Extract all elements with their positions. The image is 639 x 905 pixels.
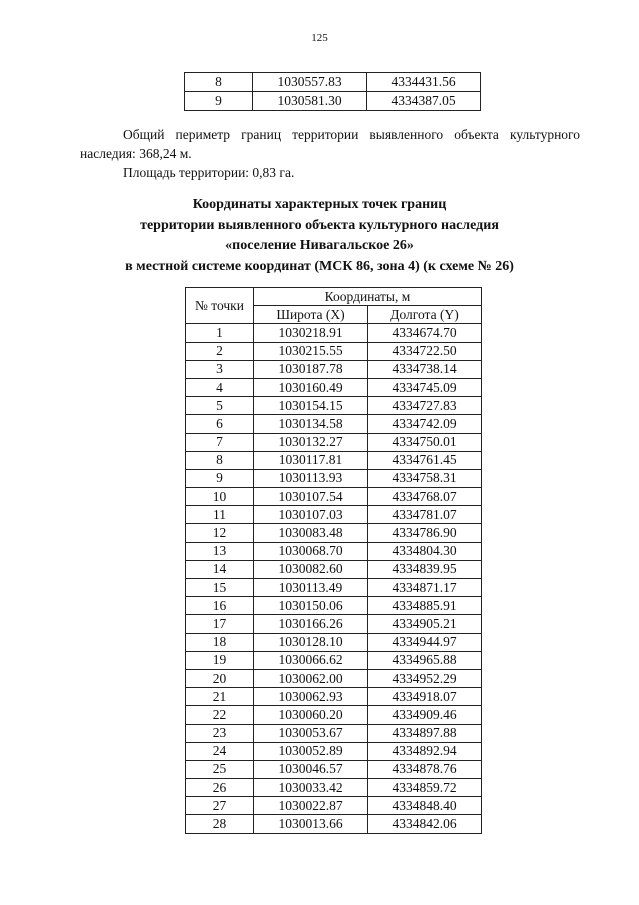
point-number-cell: 6 — [186, 415, 254, 433]
latitude-x-cell: 1030581.30 — [253, 92, 367, 111]
point-number-cell: 20 — [186, 669, 254, 687]
table-row — [186, 651, 482, 669]
continued-coordinates-table — [184, 72, 481, 111]
latitude-x-cell: 1030107.03 — [254, 506, 368, 524]
table-row — [186, 415, 482, 433]
point-number-cell: 23 — [186, 724, 254, 742]
latitude-x-cell: 1030557.83 — [253, 73, 367, 92]
point-number-cell: 9 — [185, 92, 253, 111]
longitude-y-cell: 4334761.45 — [368, 451, 482, 469]
latitude-x-cell: 1030218.91 — [254, 324, 368, 342]
latitude-x-cell: 1030150.06 — [254, 597, 368, 615]
header-longitude-y: Долгота (Y) — [368, 306, 482, 324]
point-number-cell: 4 — [186, 378, 254, 396]
table-row — [186, 469, 482, 487]
longitude-y-cell: 4334781.07 — [368, 506, 482, 524]
continued-coordinates-body — [185, 73, 481, 111]
latitude-x-cell: 1030117.81 — [254, 451, 368, 469]
longitude-y-cell: 4334842.06 — [368, 815, 482, 833]
latitude-x-cell: 1030134.58 — [254, 415, 368, 433]
point-number-cell: 14 — [186, 560, 254, 578]
table-row — [186, 633, 482, 651]
heading-line-4: в местной системе координат (МСК 86, зона 4) (к схеме № 26) — [125, 258, 514, 274]
longitude-y-cell: 4334878.76 — [368, 760, 482, 778]
point-number-cell: 22 — [186, 706, 254, 724]
latitude-x-cell: 1030053.67 — [254, 724, 368, 742]
header-coordinates: Координаты, м — [254, 288, 482, 306]
latitude-x-cell: 1030154.15 — [254, 397, 368, 415]
header-point-number: № точки — [186, 288, 254, 324]
point-number-cell: 13 — [186, 542, 254, 560]
longitude-y-cell: 4334738.14 — [368, 360, 482, 378]
longitude-y-cell: 4334758.31 — [368, 469, 482, 487]
point-number-cell: 26 — [186, 779, 254, 797]
longitude-y-cell: 4334387.05 — [367, 92, 481, 111]
table-row — [186, 560, 482, 578]
table-row — [186, 451, 482, 469]
table-row — [186, 360, 482, 378]
point-number-cell: 5 — [186, 397, 254, 415]
point-number-cell: 28 — [186, 815, 254, 833]
table-row — [186, 378, 482, 396]
point-number-cell: 27 — [186, 797, 254, 815]
table-row — [186, 760, 482, 778]
latitude-x-cell: 1030082.60 — [254, 560, 368, 578]
table-row — [186, 706, 482, 724]
latitude-x-cell: 1030068.70 — [254, 542, 368, 560]
longitude-y-cell: 4334750.01 — [368, 433, 482, 451]
point-number-cell: 11 — [186, 506, 254, 524]
latitude-x-cell: 1030113.93 — [254, 469, 368, 487]
table-row — [186, 669, 482, 687]
table-row — [186, 815, 482, 833]
point-number-cell: 24 — [186, 742, 254, 760]
point-number-cell: 9 — [186, 469, 254, 487]
point-number-cell: 10 — [186, 488, 254, 506]
table-row — [186, 597, 482, 615]
latitude-x-cell: 1030062.93 — [254, 688, 368, 706]
table-row — [185, 73, 481, 92]
latitude-x-cell: 1030113.49 — [254, 579, 368, 597]
longitude-y-cell: 4334786.90 — [368, 524, 482, 542]
longitude-y-cell: 4334745.09 — [368, 378, 482, 396]
perimeter-block — [80, 125, 580, 182]
point-number-cell: 17 — [186, 615, 254, 633]
latitude-x-cell: 1030046.57 — [254, 760, 368, 778]
point-number-cell: 3 — [186, 360, 254, 378]
latitude-x-cell: 1030215.55 — [254, 342, 368, 360]
longitude-y-cell: 4334944.97 — [368, 633, 482, 651]
latitude-x-cell: 1030107.54 — [254, 488, 368, 506]
point-number-cell: 18 — [186, 633, 254, 651]
section-heading — [0, 195, 639, 277]
heading-line-2: территории выявленного объекта культурного наследия — [140, 217, 499, 233]
point-number-cell: 19 — [186, 651, 254, 669]
point-number-cell: 15 — [186, 579, 254, 597]
longitude-y-cell: 4334909.46 — [368, 706, 482, 724]
longitude-y-cell: 4334905.21 — [368, 615, 482, 633]
latitude-x-cell: 1030062.00 — [254, 669, 368, 687]
table-row — [186, 615, 482, 633]
table-row — [186, 488, 482, 506]
table-row — [186, 797, 482, 815]
longitude-y-cell: 4334839.95 — [368, 560, 482, 578]
latitude-x-cell: 1030013.66 — [254, 815, 368, 833]
latitude-x-cell: 1030033.42 — [254, 779, 368, 797]
table-row — [186, 742, 482, 760]
latitude-x-cell: 1030066.62 — [254, 651, 368, 669]
table-row — [186, 324, 482, 342]
latitude-x-cell: 1030128.10 — [254, 633, 368, 651]
longitude-y-cell: 4334892.94 — [368, 742, 482, 760]
longitude-y-cell: 4334674.70 — [368, 324, 482, 342]
perimeter-text: Общий периметр границ территории выявленного объекта культурного наследия: 368,24 м. — [80, 127, 580, 161]
table-row — [186, 397, 482, 415]
longitude-y-cell: 4334918.07 — [368, 688, 482, 706]
heading-line-3: «поселение Нивагальское 26» — [225, 238, 414, 253]
table-row — [186, 779, 482, 797]
page-number: 125 — [311, 32, 328, 44]
latitude-x-cell: 1030022.87 — [254, 797, 368, 815]
point-number-cell: 1 — [186, 324, 254, 342]
table-header-row — [186, 288, 482, 306]
table-row — [186, 433, 482, 451]
table-row — [186, 688, 482, 706]
latitude-x-cell: 1030052.89 — [254, 742, 368, 760]
coordinates-table-head — [186, 288, 482, 324]
table-row — [186, 579, 482, 597]
longitude-y-cell: 4334885.91 — [368, 597, 482, 615]
table-row — [186, 724, 482, 742]
latitude-x-cell: 1030132.27 — [254, 433, 368, 451]
point-number-cell: 8 — [185, 73, 253, 92]
table-row — [186, 342, 482, 360]
heading-line-1: Координаты характерных точек границ — [192, 197, 447, 212]
longitude-y-cell: 4334897.88 — [368, 724, 482, 742]
longitude-y-cell: 4334859.72 — [368, 779, 482, 797]
longitude-y-cell: 4334871.17 — [368, 579, 482, 597]
longitude-y-cell: 4334742.09 — [368, 415, 482, 433]
table-row — [185, 92, 481, 111]
point-number-cell: 8 — [186, 451, 254, 469]
point-number-cell: 21 — [186, 688, 254, 706]
latitude-x-cell: 1030083.48 — [254, 524, 368, 542]
longitude-y-cell: 4334768.07 — [368, 488, 482, 506]
point-number-cell: 25 — [186, 760, 254, 778]
longitude-y-cell: 4334722.50 — [368, 342, 482, 360]
latitude-x-cell: 1030187.78 — [254, 360, 368, 378]
longitude-y-cell: 4334965.88 — [368, 651, 482, 669]
longitude-y-cell: 4334952.29 — [368, 669, 482, 687]
table-row — [186, 542, 482, 560]
coordinates-table-body — [186, 324, 482, 833]
point-number-cell: 7 — [186, 433, 254, 451]
point-number-cell: 2 — [186, 342, 254, 360]
table-row — [186, 524, 482, 542]
table-row — [186, 506, 482, 524]
area-text: Площадь территории: 0,83 га. — [123, 165, 295, 180]
latitude-x-cell: 1030060.20 — [254, 706, 368, 724]
longitude-y-cell: 4334727.83 — [368, 397, 482, 415]
header-latitude-x: Широта (X) — [254, 306, 368, 324]
point-number-cell: 16 — [186, 597, 254, 615]
point-number-cell: 12 — [186, 524, 254, 542]
longitude-y-cell: 4334431.56 — [367, 73, 481, 92]
coordinates-table — [185, 287, 482, 834]
latitude-x-cell: 1030160.49 — [254, 378, 368, 396]
longitude-y-cell: 4334848.40 — [368, 797, 482, 815]
longitude-y-cell: 4334804.30 — [368, 542, 482, 560]
latitude-x-cell: 1030166.26 — [254, 615, 368, 633]
